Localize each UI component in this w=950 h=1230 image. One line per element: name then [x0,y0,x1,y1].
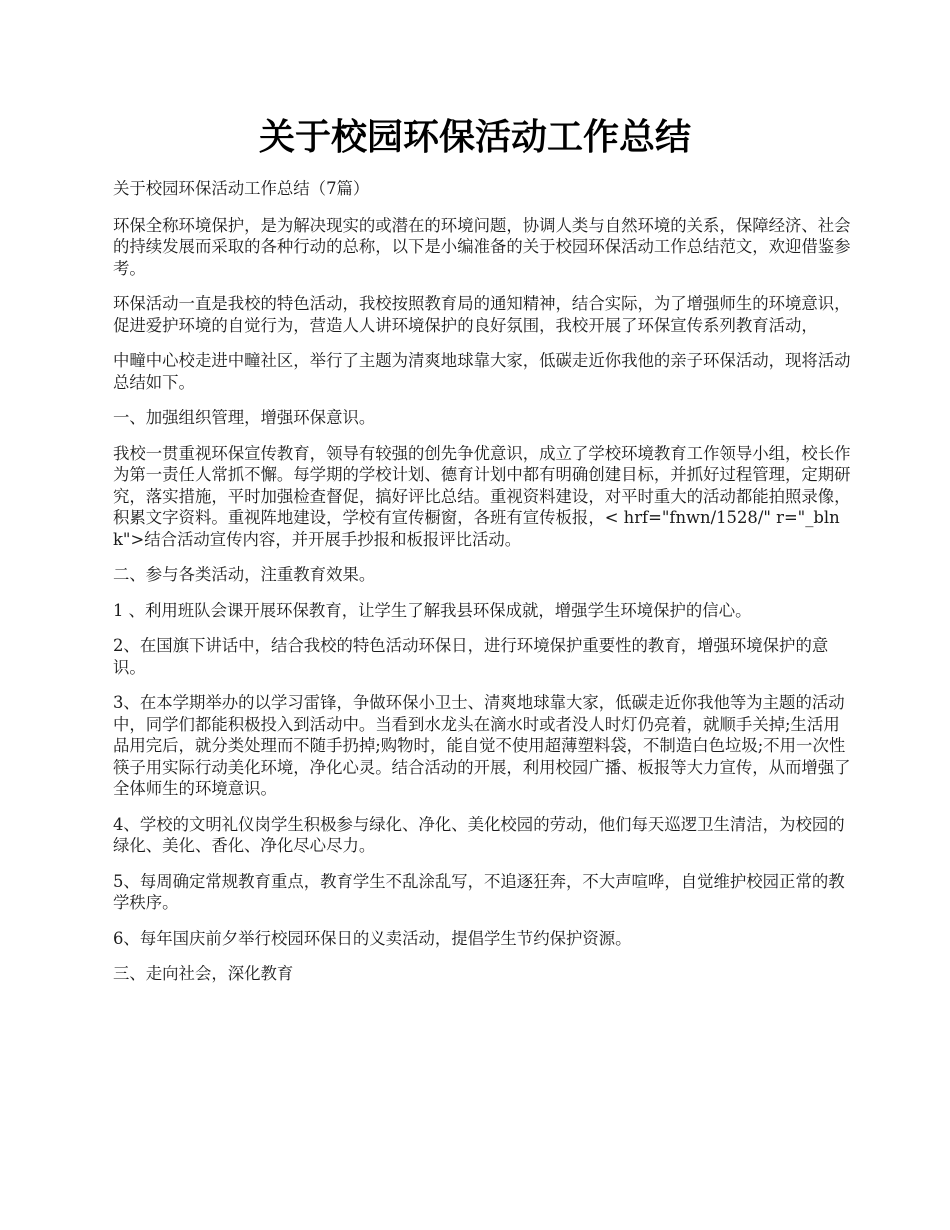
document-subtitle: 关于校园环保活动工作总结（7篇） [113,179,370,198]
body-paragraph: 环保活动一直是我校的特色活动，我校按照教育局的通知精神，结合实际，为了增强师生的环境意识，促进爱护环境的自觉行为，营造人人讲环境保护的良好氛围，我校开展了环保宣传系列教育活动， [113,294,851,335]
section-heading: 二、参与各类活动，注重教育效果。 [113,565,376,584]
list-item: 6、每年国庆前夕举行校园环保日的义卖活动，提倡学生节约保护资源。 [113,928,632,948]
body-paragraph: 我校一贯重视环保宣传教育，领导有较强的创先争优意识，成立了学校环境教育工作领导小组，校长作为第一责任人常抓不懈。每学期的学校计划、德育计划中都有明确创建目标，并抓好过程管理，定期研究，落实措施，平时加强检查督促，搞好评比总结。重视资料建设，对平时重大的活动都能拍照录像，积累文字资料。重视阵地建设，学校有宣传橱窗，各班有宣传板报，< hrf="fnwn/1528/" r="_blnk">结合活动宣传内容，并开展手抄报和板报评比活动。 [113,443,851,549]
list-item: 2、在国旗下讲话中，结合我校的特色活动环保日，进行环境保护重要性的教育，增强环境保护的意识。 [113,636,829,677]
intro-paragraph: 环保全称环境保护，是为解决现实的或潜在的环境问题，协调人类与自然环境的关系，保障经济、社会的持续发展而采取的各种行动的总称，以下是小编准备的关于校园环保活动工作总结范文，欢迎借鉴参考。 [113,215,851,278]
document-body [113,178,853,999]
list-item: 1 、利用班队会课开展环保教育，让学生了解我县环保成就，增强学生环境保护的信心。 [113,600,752,620]
page-title: 关于校园环保活动工作总结 [258,116,691,158]
section-heading: 一、加强组织管理，增强环保意识。 [113,408,376,427]
body-paragraph: 中疃中心校走进中疃社区，举行了主题为清爽地球靠大家，低碳走近你我他的亲子环保活动，现将活动总结如下。 [113,351,851,392]
list-item: 5、每周确定常规教育重点，教育学生不乱涂乱写，不追逐狂奔，不大声喧哗，自觉维护校园正常的教学秩序。 [113,871,845,912]
list-item: 4、学校的文明礼仪岗学生积极参与绿化、净化、美化校园的劳动，他们每天巡逻卫生清洁，为校园的绿化、美化、香化、净化尽心尽力。 [113,814,845,855]
section-heading: 三、走向社会，深化教育 [113,964,294,983]
list-item: 3、在本学期举办的以学习雷锋，争做环保小卫士、清爽地球靠大家，低碳走近你我他等为主题的活动中，同学们都能积极投入到活动中。当看到水龙头在滴水时或者没人时灯仍亮着，就顺手关掉;生活用品用完后，就分类处理而不随手扔掉;购物时，能自觉不使用超薄塑料袋，不制造白色垃圾;不用一次性筷子用实际行动美化环境，净化心灵。结合活动的开展，利用校园广播、板报等大力宣传，从而增强了全体师生的环境意识。 [113,693,851,798]
